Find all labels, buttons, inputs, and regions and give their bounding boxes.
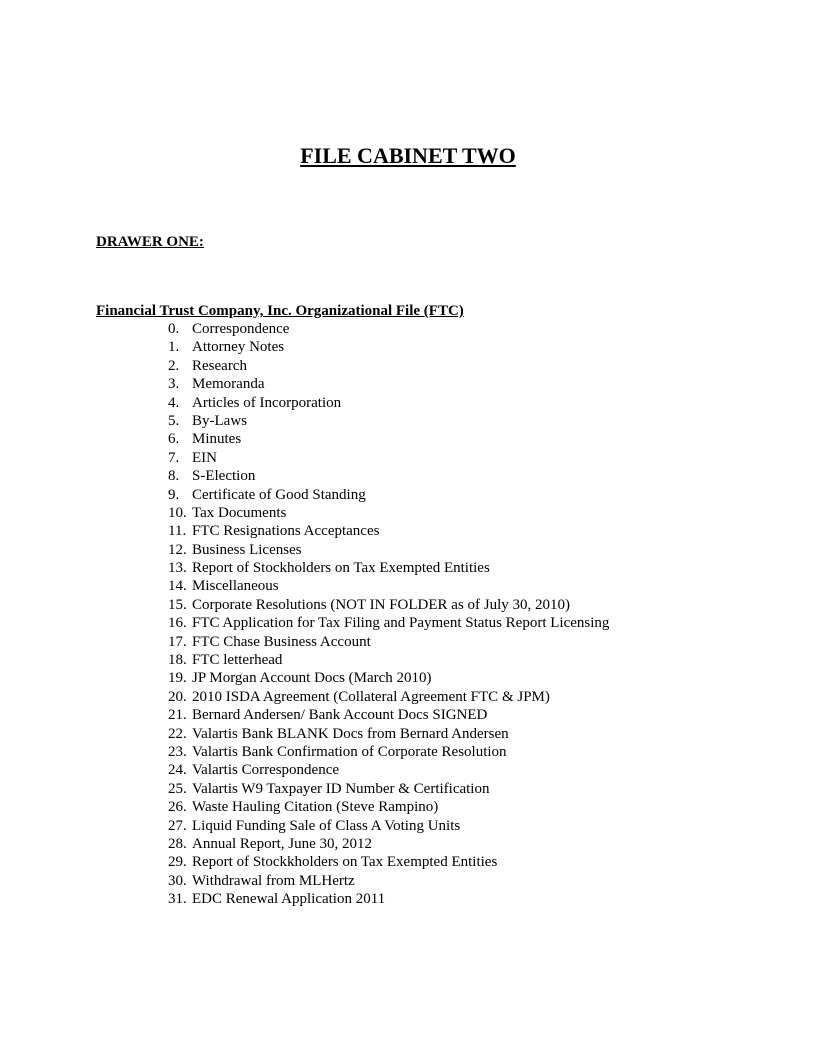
- list-item-label: Certificate of Good Standing: [192, 486, 366, 503]
- list-item-number: 31.: [168, 891, 187, 908]
- list-item-label: FTC letterhead: [192, 652, 283, 669]
- list-item-label: Correspondence: [192, 321, 290, 337]
- list-item-label: Minutes: [192, 431, 242, 448]
- list-item-label: JP Morgan Account Docs (March 2010): [192, 670, 432, 687]
- list-item-label: FTC Resignations Acceptances: [192, 523, 380, 540]
- list-item-number: 22.: [168, 725, 187, 742]
- list-item-label: By-Laws: [192, 412, 247, 429]
- list-item-label: Withdrawal from MLHertz: [192, 872, 355, 889]
- list-item-number: 25.: [168, 780, 187, 797]
- list-item-number: 17.: [168, 633, 187, 650]
- list-item-number: 24.: [168, 762, 187, 779]
- list-item-number: 6.: [168, 431, 180, 448]
- list-item-label: Research: [192, 357, 247, 374]
- list-item-label: Memoranda: [192, 376, 265, 393]
- list-item-label: Report of Stockholders on Tax Exempted Entities: [192, 560, 490, 577]
- list-item-number: 28.: [168, 835, 187, 852]
- list-item-label: S-Election: [192, 468, 256, 485]
- list-item-number: 20.: [168, 688, 187, 705]
- list-item-number: 14.: [168, 578, 187, 595]
- list-item-number: 8.: [168, 468, 180, 485]
- list-item-number: 0.: [168, 321, 180, 337]
- list-item-number: 16.: [168, 615, 187, 632]
- file-heading: Financial Trust Company, Inc. Organizational File (FTC): [96, 303, 464, 319]
- list-item-number: 26.: [168, 799, 187, 816]
- list-item-number: 10.: [168, 504, 187, 521]
- list-item-label: 2010 ISDA Agreement (Collateral Agreement FTC & JPM): [192, 688, 550, 705]
- list-item-number: 15.: [168, 596, 187, 613]
- list-item-label: Annual Report, June 30, 2012: [192, 835, 372, 852]
- list-item-label: Liquid Funding Sale of Class A Voting Units: [192, 817, 461, 834]
- drawer-heading: DRAWER ONE:: [96, 234, 204, 250]
- list-item-number: 27.: [168, 817, 187, 834]
- list-item-number: 19.: [168, 670, 187, 687]
- list-item-label: Valartis W9 Taxpayer ID Number & Certification: [192, 780, 490, 797]
- list-item-number: 23.: [168, 743, 187, 760]
- list-item-number: 5.: [168, 412, 180, 429]
- list-item-label: FTC Application for Tax Filing and Payment Status Report Licensing: [192, 615, 610, 632]
- list-item-label: Waste Hauling Citation (Steve Rampino): [192, 799, 439, 816]
- list-item-label: Valartis Correspondence: [192, 762, 340, 779]
- list-item-number: 18.: [168, 652, 187, 669]
- list-item-number: 7.: [168, 449, 180, 466]
- list-item-label: EDC Renewal Application 2011: [192, 891, 386, 908]
- list-item-label: Bernard Andersen/ Bank Account Docs SIGNED: [192, 707, 488, 724]
- list-item-label: Miscellaneous: [192, 578, 279, 595]
- page-title: FILE CABINET TWO: [300, 143, 516, 168]
- list-item-label: Articles of Incorporation: [192, 394, 342, 411]
- list-item-label: Tax Documents: [192, 504, 287, 521]
- list-item-label: Attorney Notes: [192, 339, 285, 356]
- list-item-label: EIN: [192, 449, 217, 466]
- list-item-number: 30.: [168, 872, 187, 889]
- list-item-number: 2.: [168, 357, 180, 374]
- list-item-number: 11.: [168, 523, 187, 540]
- list-item-number: 21.: [168, 707, 187, 724]
- list-item-number: 1.: [168, 339, 180, 356]
- list-item-number: 13.: [168, 560, 187, 577]
- list-item-number: 12.: [168, 541, 187, 558]
- list-item-label: FTC Chase Business Account: [192, 633, 371, 650]
- list-item-label: Corporate Resolutions (NOT IN FOLDER as of July 30, 2010): [192, 596, 571, 613]
- list-item-number: 9.: [168, 486, 180, 503]
- list-item-number: 3.: [168, 376, 180, 393]
- list-item-number: 29.: [168, 854, 187, 871]
- list-item-label: Business Licenses: [192, 541, 302, 558]
- list-item-number: 4.: [168, 394, 180, 411]
- list-item-label: Valartis Bank BLANK Docs from Bernard Andersen: [192, 725, 509, 742]
- list-item-label: Valartis Bank Confirmation of Corporate Resolution: [192, 743, 507, 760]
- list-item-label: Report of Stockkholders on Tax Exempted Entities: [192, 854, 498, 871]
